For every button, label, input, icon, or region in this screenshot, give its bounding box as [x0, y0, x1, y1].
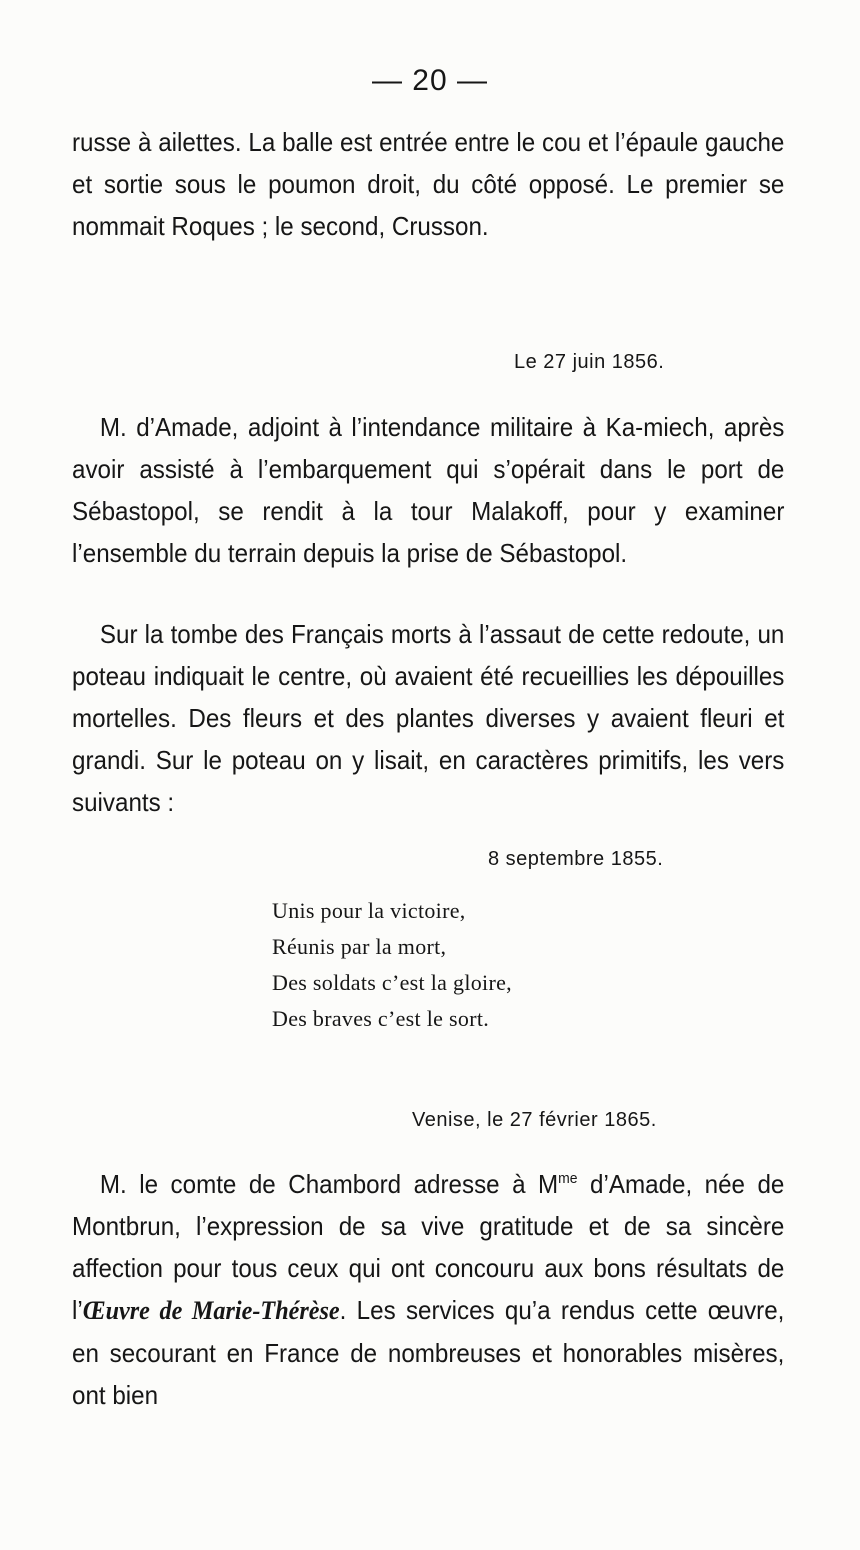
- paragraph-tombe: [72, 613, 784, 823]
- dateline-1855: 8 septembre 1855.: [488, 848, 664, 870]
- paragraph-amade: [72, 406, 784, 574]
- poem-line: Réunis par la mort,: [272, 934, 447, 959]
- paragraph-text: [72, 1163, 784, 1416]
- italic-title: Œuvre de Marie-Thérèse: [82, 1296, 340, 1325]
- poem-line: Unis pour la victoire,: [272, 898, 466, 923]
- page-number: — 20 —: [371, 64, 489, 97]
- paragraph-chambord: [72, 1163, 784, 1416]
- text-run: . Les services qu’a rendus cette œuvre, en secourant en France de nombreuses et honorables misères, ont bien: [72, 1295, 785, 1410]
- poem-line: Des braves c’est le sort.: [272, 1006, 490, 1031]
- paragraph-text: M. d’Amade, adjoint à l’intendance militaire à Ka-miech, après avoir assisté à l’embarquement qui s’opérait dans le port de Sébastopol, se rendit à la tour Malakoff, pour y examiner l’ensemble du terrain depuis la prise de Sébastopol.: [72, 412, 785, 568]
- dateline-1856: Le 27 juin 1856.: [514, 351, 665, 373]
- poem-line: Des soldats c’est la gloire,: [272, 970, 512, 995]
- paragraph-text: Sur la tombe des Français morts à l’assaut de cette redoute, un poteau indiquait le centre, où avaient été recueillies les dépouilles mortelles. Des fleurs et des plantes diverses y avaient fleuri et grandi. Sur le poteau on y lisait, en caractères primitifs, les vers suivants :: [72, 619, 785, 817]
- poem: [272, 893, 512, 1037]
- paragraph-continuation: [72, 121, 784, 247]
- text-run: M. le comte de Chambord adresse à M: [99, 1169, 559, 1199]
- text-run: d’Amade, née de Montbrun, l’expression de sa vive gratitude et de sa sincère affection pour tous ceux qui ont concouru aux bons résultats de l’: [72, 1169, 785, 1325]
- paragraph-text: russe à ailettes. La balle est entrée entre le cou et l’épaule gauche et sortie sous le poumon droit, du côté opposé. Le premier se nommait Roques ; le second, Crusson.: [72, 127, 785, 241]
- superscript: me: [558, 1170, 578, 1187]
- dateline-1865: Venise, le 27 février 1865.: [412, 1109, 657, 1131]
